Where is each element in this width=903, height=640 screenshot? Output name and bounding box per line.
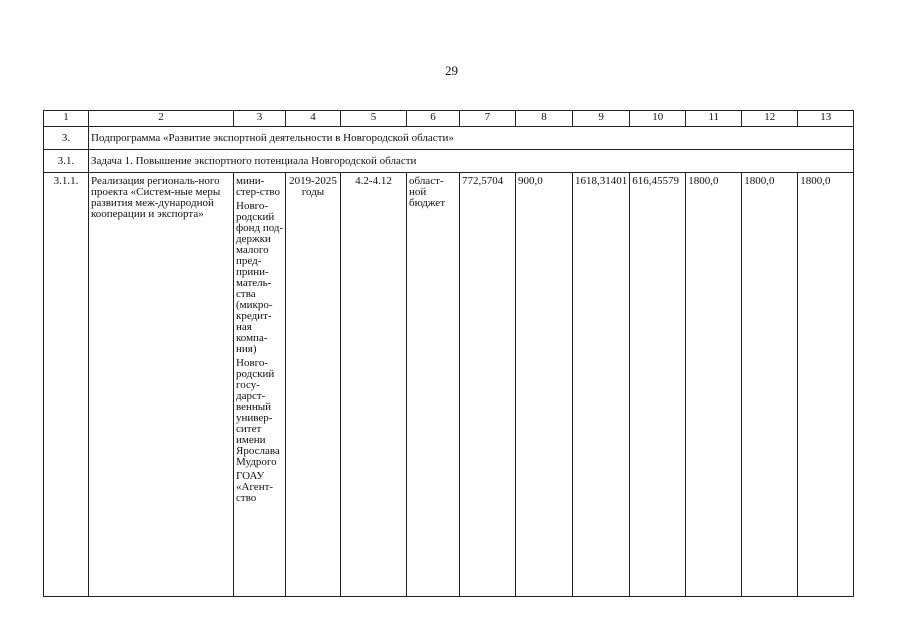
value-cell: 616,45579: [630, 173, 686, 597]
header-cell: 7: [460, 111, 516, 127]
header-row: [44, 111, 854, 127]
header-cell: 6: [407, 111, 460, 127]
source-cell: област-ной бюджет: [407, 173, 460, 597]
measure-number: 3.1.1.: [44, 173, 89, 597]
header-cell: 10: [630, 111, 686, 127]
value-cell: 900,0: [516, 173, 573, 597]
subprogram-title: Подпрограмма «Развитие экспортной деятельности в Новгородской области»: [89, 127, 854, 150]
task-row: [44, 150, 854, 173]
page-number: 29: [445, 63, 458, 78]
subprogram-row: [44, 127, 854, 150]
header-cell: 2: [89, 111, 234, 127]
task-title: Задача 1. Повышение экспортного потенциала Новгородской области: [89, 150, 854, 173]
subprogram-number: 3.: [44, 127, 89, 150]
program-table: [43, 110, 854, 597]
value-cell: 1618,31401: [573, 173, 630, 597]
header-cell: 4: [286, 111, 341, 127]
header-cell: 5: [341, 111, 407, 127]
measure-name: Реализация региональ-ного проекта «Систем-ные меры развития меж-дународной кооперации и экспорта»: [89, 173, 234, 597]
value-cell: 1800,0: [686, 173, 742, 597]
header-cell: 1: [44, 111, 89, 127]
header-cell: 3: [234, 111, 286, 127]
executors-cell: [234, 173, 286, 597]
executor-ministry: мини-стер-ство: [236, 175, 281, 198]
executor-university: Новго-родский госу-дарст-венный универ-ситет имени Ярослава Мудрого: [236, 357, 280, 468]
executor-fund: Новго-родский фонд под-держки малого пред-прини-матель-ства (микро-кредит-ная компа-ния): [236, 200, 284, 355]
executor-agency: ГОАУ «Агент-ство: [236, 470, 274, 504]
header-cell: 11: [686, 111, 742, 127]
header-cell: 9: [573, 111, 630, 127]
value-cell: 1800,0: [742, 173, 798, 597]
header-cell: 12: [742, 111, 798, 127]
value-cell: 1800,0: [798, 173, 854, 597]
indicators-cell: 4.2-4.12: [341, 173, 407, 597]
task-number: 3.1.: [44, 150, 89, 173]
header-cell: 8: [516, 111, 573, 127]
header-cell: 13: [798, 111, 854, 127]
value-cell: 772,5704: [460, 173, 516, 597]
period-cell: 2019-2025 годы: [286, 173, 341, 597]
measure-row: [44, 173, 854, 597]
